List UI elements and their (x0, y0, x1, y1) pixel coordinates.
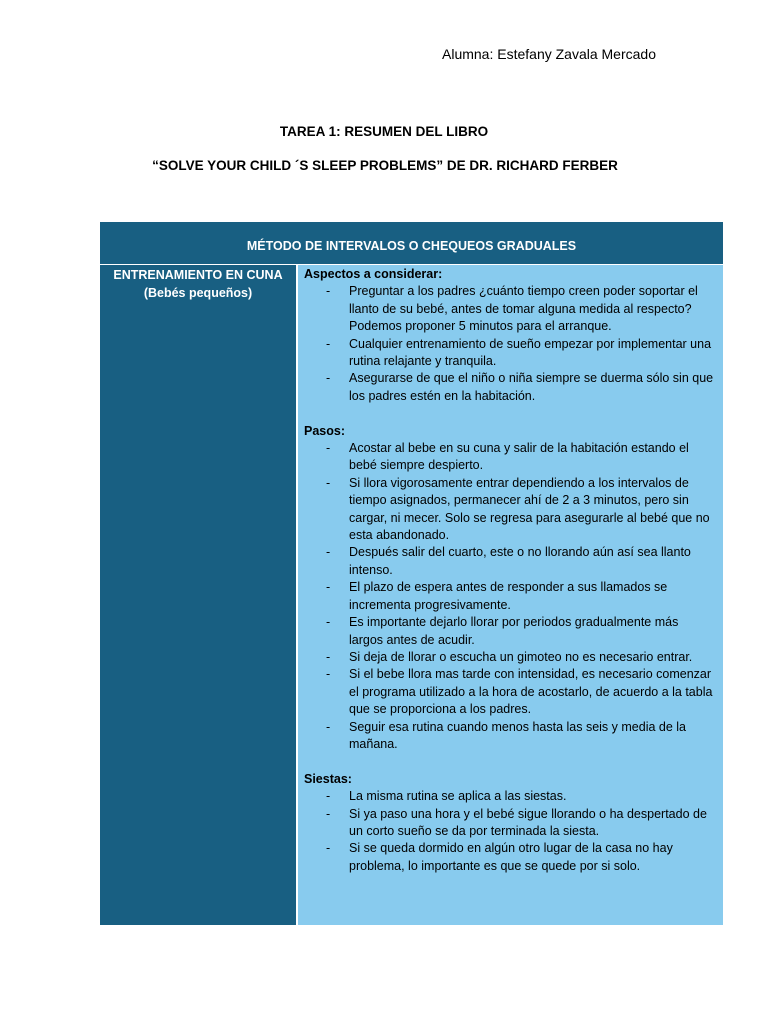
bullet-dash: - (326, 545, 331, 560)
bullet-dash: - (326, 336, 331, 351)
bullet-dash: - (326, 841, 331, 856)
list-item-text: Acostar al bebe en su cuna y salir de la habitación estando el bebé siempre despierto. (349, 441, 689, 473)
bullet-dash: - (326, 615, 331, 630)
list-item (304, 579, 715, 614)
list-item-text: Es importante dejarlo llorar por periodos gradualmente más largos antes de acudir. (349, 615, 679, 647)
list-item-text: Si se queda dormido en algún otro lugar de la casa no hay problema, lo importante es que se quede por si solo. (349, 841, 673, 873)
summary-table (100, 222, 723, 925)
list-item (304, 440, 715, 475)
assignment-title: TAREA 1: RESUMEN DEL LIBRO (279, 124, 489, 139)
list-item-text: La misma rutina se aplica a las siestas. (349, 789, 567, 804)
bullet-dash: - (326, 441, 331, 456)
list-item (304, 649, 715, 666)
bullet-dash: - (326, 580, 331, 595)
bullet-dash: - (326, 475, 331, 490)
pasos-list (304, 440, 715, 753)
list-item (304, 336, 715, 371)
list-item-text: Si el bebe llora mas tarde con intensidad, es necesario comenzar el programa utilizado a la hora de acostarlo, de acuerdo a la tabla que se proporciona a los padres. (349, 667, 713, 717)
list-item-text: Después salir del cuarto, este o no llorando aún así sea llanto intenso. (349, 545, 691, 577)
aspectos-list (304, 283, 715, 405)
list-item-text: Seguir esa rutina cuando menos hasta las seis y media de la mañana. (349, 719, 686, 751)
bullet-dash: - (326, 371, 331, 386)
list-item-text: Asegurarse de que el niño o niña siempre se duerma sólo sin que los padres estén en la habitación. (349, 371, 714, 403)
aspectos-section (304, 266, 715, 405)
category-title: ENTRENAMIENTO EN CUNA (113, 268, 283, 282)
bullet-dash: - (326, 789, 331, 804)
siestas-title: Siestas: (304, 771, 352, 786)
bullet-dash: - (326, 649, 331, 664)
bullet-dash: - (326, 719, 331, 734)
list-item (304, 806, 715, 841)
list-item (304, 840, 715, 875)
pasos-section (304, 423, 715, 754)
book-title: “SOLVE YOUR CHILD ´S SLEEP PROBLEMS” DE DR. RICHARD FERBER (152, 158, 618, 173)
list-item (304, 719, 715, 754)
pasos-title: Pasos: (304, 423, 345, 438)
siestas-section (304, 771, 715, 875)
list-item-text: El plazo de espera antes de responder a sus llamados se incrementa progresivamente. (349, 580, 668, 612)
list-item-text: Si llora vigorosamente entrar dependiendo a los intervalos de tiempo asignados, permanecer ahí de 2 a 3 minutos, pero sin cargar, ni mecer. Solo se regresa para asegurarle al bebé que no esta abandonado. (349, 475, 710, 543)
category-subtitle: (Bebés pequeños) (143, 286, 253, 300)
list-item (304, 614, 715, 649)
list-item (304, 788, 715, 805)
bullet-dash: - (326, 667, 331, 682)
list-item (304, 283, 715, 335)
bullet-dash: - (326, 284, 331, 299)
category-cell (100, 265, 296, 925)
list-item (304, 666, 715, 718)
siestas-list (304, 788, 715, 875)
list-item-text: Si ya paso una hora y el bebé sigue llorando o ha despertado de un corto sueño se da por terminada la siesta. (349, 806, 707, 838)
aspectos-title: Aspectos a considerar: (304, 267, 443, 281)
list-item-text: Cualquier entrenamiento de sueño empezar por implementar una rutina relajante y tranquila. (349, 336, 712, 369)
student-name: Alumna: Estefany Zavala Mercado (442, 46, 656, 62)
list-item-text: Si deja de llorar o escucha un gimoteo no es necesario entrar. (349, 649, 693, 664)
bullet-dash: - (326, 806, 331, 821)
list-item (304, 475, 715, 545)
list-item (304, 544, 715, 579)
list-item (304, 370, 715, 405)
content-cell (298, 265, 723, 925)
list-item-text: Preguntar a los padres ¿cuánto tiempo creen poder soportar el llanto de su bebé, antes de tomar alguna medida al respecto? Podemos proponer 5 minutos para el arranque. (349, 284, 698, 334)
table-header: MÉTODO DE INTERVALOS O CHEQUEOS GRADUALES (100, 222, 723, 264)
